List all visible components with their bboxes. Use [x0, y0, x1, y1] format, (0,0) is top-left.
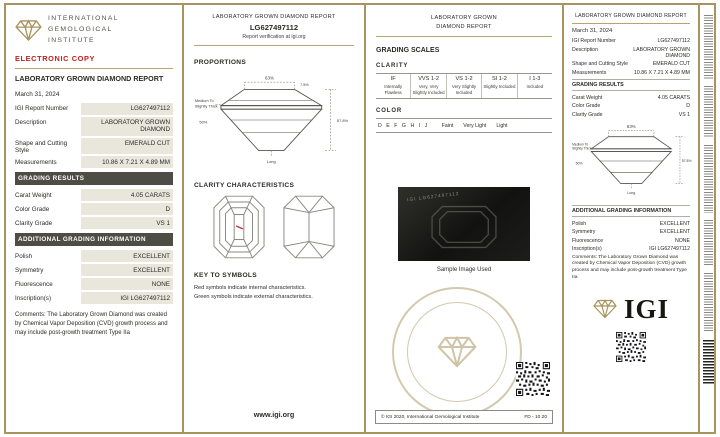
field-row [15, 156, 173, 168]
copyright-text: © IGI 2020, International Gemological Institute [381, 414, 480, 420]
field-label: Symmetry [15, 266, 44, 274]
clarity-grade-value: VS 1 [81, 217, 173, 229]
field-row [15, 278, 173, 290]
field-row [572, 221, 690, 227]
clarity-grade-value: VS 1 [678, 111, 690, 118]
proportions-title: PROPORTIONS [194, 59, 247, 66]
field-row [15, 264, 173, 276]
color-letters [378, 123, 432, 129]
diamond-icon [15, 19, 42, 42]
clarity-desc: Internally Flawless [384, 84, 403, 95]
clarity-scale [376, 73, 552, 99]
sample-diamond-outline [428, 204, 500, 250]
fluorescence-value: NONE [675, 237, 690, 244]
stub-microtext [704, 145, 713, 213]
measurements-value: 10.86 X 7.21 X 4.89 MM [81, 156, 173, 168]
culet-label: Long [627, 190, 636, 195]
clarity-grade: SI 1-2 [491, 76, 507, 83]
girdle-label: Slightly Thick [194, 104, 218, 109]
panel-divider [364, 3, 366, 434]
stub-microtext [704, 220, 713, 266]
color-letter: E [386, 122, 390, 129]
field-row [572, 47, 690, 59]
panel-header [194, 14, 354, 40]
comments-label: Comments: [15, 312, 46, 319]
field-row [572, 103, 690, 109]
girdle-label: Slightly Thick [572, 146, 592, 151]
sample-image-caption: Sample Image Used [436, 267, 492, 274]
report-stub-strip [701, 8, 715, 431]
panel-divider [562, 3, 564, 434]
field-label: IGI Report Number [572, 38, 616, 44]
field-label: Polish [572, 220, 587, 227]
field-label: Carat Weight [572, 94, 603, 101]
stub-microtext [704, 86, 713, 138]
institute-name [48, 14, 119, 47]
institute-line: GEMOLOGICAL [48, 25, 113, 33]
depth-percent: 57.8% [336, 117, 349, 123]
proportions-diagram [194, 71, 354, 169]
pavilion-percent: 50% [199, 119, 208, 125]
clarity-desc: Very Slightly Included [451, 84, 477, 95]
field-label: Inscription(s) [572, 246, 602, 252]
field-label: Description [15, 119, 47, 127]
table-percent: 63% [265, 75, 274, 81]
girdle-label: Medium To [572, 141, 589, 146]
field-label: Measurements [572, 69, 607, 76]
field-row [572, 238, 690, 244]
clarity-plots [194, 195, 354, 259]
igi-logo-large [572, 294, 690, 325]
report-number-value: LG627497112 [81, 103, 173, 115]
polish-value: EXCELLENT [659, 220, 690, 227]
summary-panel [564, 5, 698, 432]
clarity-desc: Very, Very Slightly Included [412, 84, 445, 95]
color-letter: D [378, 122, 382, 129]
electronic-copy-label: ELECTRONIC COPY [15, 53, 96, 63]
clarity-scale-column [446, 74, 481, 98]
depth-percent: 57.8% [681, 158, 692, 163]
panel-divider [182, 3, 184, 434]
igi-wordmark: IGI [623, 293, 670, 324]
field-row [15, 138, 173, 155]
color-range: Faint [441, 122, 454, 129]
girdle-label: Medium To [194, 99, 214, 104]
laser-inscription-text: IGI LG627497112 [406, 191, 460, 203]
crown-percent: 7.5% [300, 82, 309, 87]
color-letter: J [424, 122, 428, 129]
diamond-icon [593, 299, 617, 319]
field-label: Clarity Grade [572, 111, 603, 118]
color-range: Very Light [463, 122, 487, 129]
field-label: Fluorescence [572, 237, 604, 244]
stub-barcode [703, 340, 714, 384]
sample-image [398, 187, 530, 261]
field-label: Shape and Cutting Style [15, 140, 68, 155]
description-value: LABORATORY GROWN DIAMOND [81, 117, 173, 136]
clarity-grade: VS 1-2 [455, 76, 473, 83]
shape-value: EMERALD CUT [652, 61, 690, 67]
comments-paragraph [15, 311, 173, 337]
comments-text: The Laboratory Grown Diamond was created by Chemical Vapor Deposition (CVD) growth process and may include post-growth treatment Type IIa [15, 312, 168, 336]
color-letter: F [394, 122, 398, 129]
field-row [572, 112, 690, 118]
field-row [572, 246, 690, 252]
clarity-grade: IF [390, 76, 396, 83]
symmetry-value: EXCELLENT [659, 229, 690, 235]
symmetry-value: EXCELLENT [81, 264, 173, 276]
clarity-scale-title: CLARITY [376, 63, 409, 70]
diamond-icon [437, 335, 477, 369]
field-label: Carat Weight [15, 191, 52, 199]
key-to-symbols-title: KEY TO SYMBOLS [194, 272, 257, 279]
table-percent: 63% [626, 123, 636, 129]
description-value: LABORATORY GROWN DIAMOND [633, 46, 690, 59]
igi-seal-watermark [392, 287, 522, 417]
clarity-grade: VVS 1-2 [418, 76, 440, 83]
clarity-scale-column [410, 74, 445, 98]
field-row [15, 189, 173, 201]
panel-header-number: LG627497112 [249, 22, 299, 32]
field-row [572, 229, 690, 235]
pavilion-plot [283, 195, 335, 259]
field-row [572, 61, 690, 67]
verification-note: Report verification at igi.org [242, 34, 306, 40]
institute-line: INSTITUTE [48, 36, 95, 44]
carat-value: 4.05 CARATS [657, 94, 690, 101]
field-label: Symmetry [572, 229, 596, 235]
qr-code [616, 332, 646, 362]
polish-value: EXCELLENT [81, 250, 173, 262]
field-row [15, 250, 173, 262]
copyright-bar [375, 410, 553, 424]
comments-label: Comments: [572, 254, 598, 260]
fluorescence-value: NONE [81, 278, 173, 290]
clarity-scale-column [376, 74, 410, 98]
field-row [15, 117, 173, 136]
field-label: Description [572, 46, 598, 53]
pavilion-percent: 50% [575, 160, 583, 165]
grading-results-header: GRADING RESULTS [572, 79, 690, 91]
form-code: FD - 10.20 [524, 414, 547, 420]
field-label: Clarity Grade [15, 219, 53, 227]
inscription-value: IGI LG627497112 [81, 292, 173, 304]
qr-code [516, 362, 550, 396]
field-label: Shape and Cutting Style [572, 61, 628, 67]
field-row [572, 38, 690, 44]
stub-microtext [704, 15, 713, 79]
field-row [572, 70, 690, 76]
report-date: March 31, 2024 [15, 90, 60, 98]
color-grade-value: D [686, 103, 690, 109]
report-title: LABORATORY GROWN DIAMOND REPORT [15, 73, 164, 83]
key-line-internal: Red symbols indicate internal characteristics. [194, 285, 306, 291]
inscription-value: IGI LG627497112 [649, 246, 690, 252]
color-scale-title: COLOR [376, 108, 403, 115]
comments-paragraph [572, 255, 690, 282]
panel-divider [698, 3, 700, 434]
field-label: Polish [15, 252, 33, 260]
field-row [15, 217, 173, 229]
field-row [572, 95, 690, 101]
color-ranges [432, 123, 508, 129]
shape-value: EMERALD CUT [81, 138, 173, 155]
panel-header-title: LABORATORY GROWN DIAMOND REPORT [431, 15, 497, 30]
color-letter: I [418, 122, 421, 129]
clarity-grade: I 1-3 [529, 76, 541, 83]
field-label: Measurements [15, 158, 57, 166]
panel-header-title: LABORATORY GROWN DIAMOND REPORT [575, 13, 687, 19]
additional-grading-header: ADDITIONAL GRADING INFORMATION [572, 205, 690, 217]
divider [572, 23, 690, 24]
inclusion-mark [236, 226, 243, 229]
field-row [15, 292, 173, 304]
field-row [15, 203, 173, 215]
report-date: March 31, 2024 [572, 28, 613, 34]
field-label: Inscription(s) [15, 294, 52, 302]
field-label: Fluorescence [15, 280, 53, 288]
key-line-external: Green symbols indicate external characteristics. [194, 293, 313, 300]
clarity-desc: Included [526, 84, 544, 90]
field-label: Color Grade [572, 103, 601, 109]
website-text: www.igi.org [253, 410, 295, 419]
clarity-desc: Slightly Included [483, 84, 516, 90]
divider [194, 45, 354, 46]
color-grade-value: D [81, 203, 173, 215]
color-letter: H [410, 122, 415, 129]
proportions-diagram-small [572, 121, 694, 201]
grading-scales-panel [366, 5, 562, 432]
field-label: IGI Report Number [15, 105, 69, 113]
color-scale [376, 118, 552, 133]
institute-line: INTERNATIONAL [48, 15, 119, 22]
measurements-value: 10.86 X 7.21 X 4.89 MM [634, 69, 690, 76]
clarity-scale-column [517, 74, 552, 98]
clarity-scale-column [481, 74, 516, 98]
panel-header-title: LABORATORY GROWN DIAMOND REPORT [212, 14, 336, 20]
stub-microtext [704, 273, 713, 331]
divider [15, 68, 173, 69]
divider [376, 36, 552, 37]
color-range: Light [496, 122, 508, 129]
carat-value: 4.05 CARATS [81, 189, 173, 201]
comments-text: The Laboratory Grown Diamond was created by Chemical Vapor Deposition (CVD) growth process and may include post-growth treatment Type IIa [572, 254, 687, 281]
key-to-symbols-text [194, 284, 354, 301]
report-number-value: LG627497112 [657, 38, 690, 44]
igi-logo [15, 14, 173, 47]
crown-plot [213, 195, 265, 259]
culet-label: Long [266, 159, 276, 165]
field-row [15, 103, 173, 115]
grading-results-header: GRADING RESULTS [15, 172, 173, 185]
proportions-panel [184, 5, 364, 432]
field-label: Color Grade [15, 205, 50, 213]
additional-grading-header: ADDITIONAL GRADING INFORMATION [15, 233, 173, 246]
grading-scales-title: GRADING SCALES [376, 47, 440, 55]
color-letter: G [401, 122, 406, 129]
front-panel [6, 5, 182, 432]
clarity-characteristics-title: CLARITY CHARACTERISTICS [194, 182, 295, 189]
